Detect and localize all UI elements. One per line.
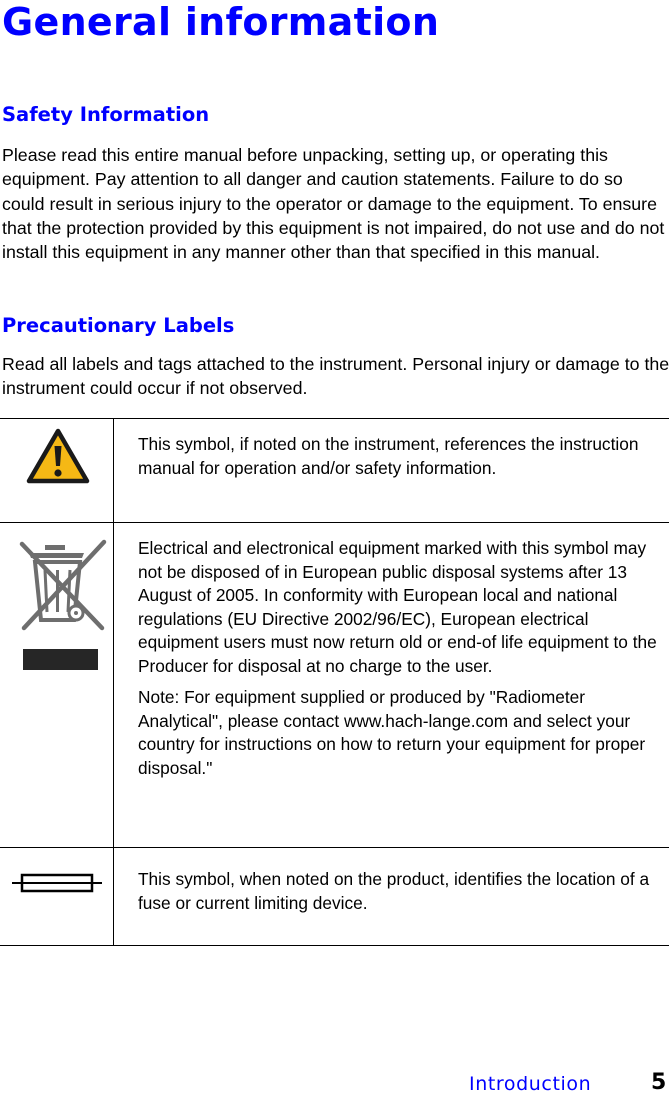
fuse-icon (12, 873, 102, 893)
crossed-out-bin-icon (14, 536, 110, 672)
weee-disposal-note: Note: For equipment supplied or produced by "Radiometer Analytical", please contact www.hach-lange.com and select your country for instructions on how to return your equipment for proper disposal." (138, 686, 669, 780)
precautionary-labels-heading: Precautionary Labels (2, 314, 234, 338)
symbol-icon-cell (0, 848, 114, 946)
safety-information-paragraph: Please read this entire manual before unpacking, setting up, or operating this equipment. Pay attention to all danger and caution statements. Failure to do so could result in serious injury to the operator or damage to the equipment. To ensure that the protection provided by this equipment is not impaired, do not use and do not install this equipment in any manner other than that specified in this manual. (2, 143, 669, 264)
page-number: 5 (651, 1070, 666, 1096)
warning-triangle-icon (26, 428, 90, 485)
symbols-table (0, 418, 669, 946)
safety-information-heading: Safety Information (2, 103, 209, 127)
fuse-symbol-description: This symbol, when noted on the product, identifies the location of a fuse or current limiting device. (138, 868, 669, 915)
symbol-description-cell (114, 419, 669, 523)
symbol-icon-cell (0, 523, 114, 848)
symbol-row-warning (0, 419, 669, 523)
symbol-row-fuse (0, 848, 669, 946)
warning-symbol-description: This symbol, if noted on the instrument, references the instruction manual for operation and/or safety information. (138, 433, 669, 480)
footer-section-name: Introduction (469, 1072, 591, 1096)
symbol-row-weee (0, 523, 669, 848)
precautionary-labels-paragraph: Read all labels and tags attached to the instrument. Personal injury or damage to the instrument could occur if not observed. (2, 352, 669, 401)
page-title: General information (2, 0, 439, 44)
symbol-icon-cell (0, 419, 114, 523)
symbol-description-cell (114, 848, 669, 946)
weee-symbol-description: Electrical and electronical equipment marked with this symbol may not be disposed of in European public disposal systems after 13 August of 2005. In conformity with European local and national regulations (EU Directive 2002/96/EC), European electrical equipment users must now return old or end-of life equipment to the Producer for disposal at no charge to the user. (138, 537, 669, 678)
symbol-description-cell (114, 523, 669, 848)
